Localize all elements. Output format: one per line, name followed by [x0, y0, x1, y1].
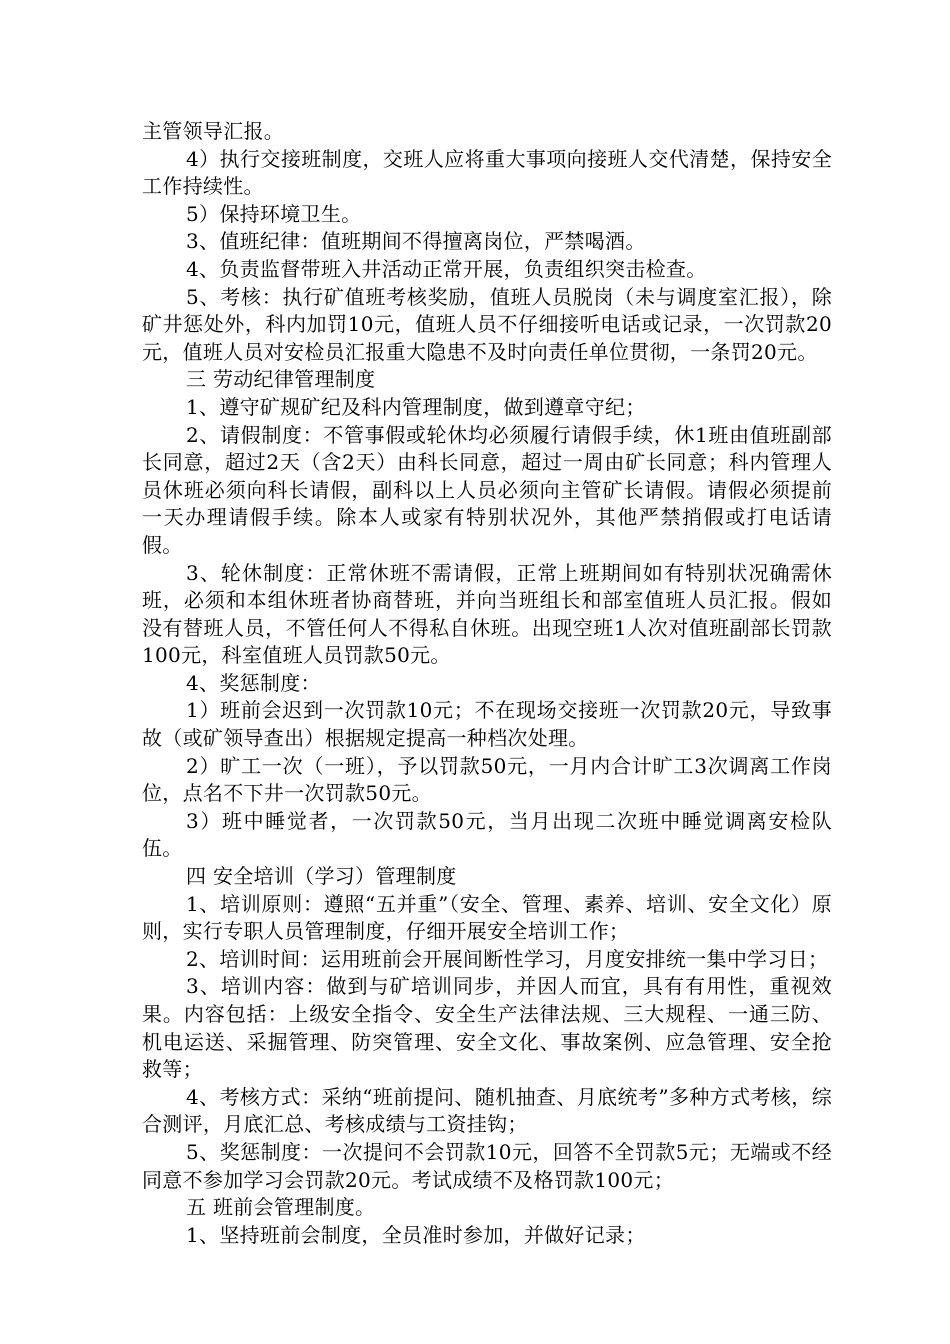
section-heading-4: 四 安全培训（学习）管理制度 — [186, 864, 457, 889]
paragraph: 5、考核：执行矿值班考核奖励，值班人员脱岗（未与调度室汇报），除矿井惩处外，科内加罚10元，值班人员不仔细接听电话或记录，一次罚款20元，值班人员对安检员汇报重大隐患不及时向责任单位贯彻，一条罚20元。 — [142, 284, 832, 364]
paragraph: 2、请假制度：不管事假或轮休均必须履行请假手续，休1班由值班副部长同意，超过2天（含2天）由科长同意，超过一周由矿长同意；科内管理人员休班必须向科长请假，副科以上人员必须向主管矿长请假。请假必须提前一天办理请假手续。除本人或家有特别状况外，其他严禁捎假或打电话请假。 — [142, 422, 832, 557]
paragraph: 2）旷工一次（一班），予以罚款50元，一月内合计旷工3次调离工作岗位，点名不下井一次罚款50元。 — [142, 753, 832, 806]
section-heading-5: 五 班前会管理制度。 — [186, 1195, 376, 1220]
paragraph: 5）保持环境卫生。 — [186, 201, 362, 226]
paragraph: 2、培训时间：运用班前会开展间断性学习，月度安排统一集中学习日； — [186, 946, 829, 971]
document-body — [142, 118, 832, 1249]
paragraph: 4、负责监督带班入井活动正常开展，负责组织突击检查。 — [186, 256, 707, 281]
paragraph: 4、奖惩制度： — [186, 670, 321, 695]
paragraph: 4）执行交接班制度，交班人应将重大事项向接班人交代清楚，保持安全工作持续性。 — [142, 146, 832, 199]
paragraph: 1、遵守矿规矿纪及科内管理制度，做到遵章守纪； — [186, 394, 646, 419]
paragraph: 主管领导汇报。 — [142, 119, 285, 143]
section-heading-3: 三 劳动纪律管理制度 — [186, 367, 376, 392]
paragraph: 3、值班纪律：值班期间不得擅离岗位，严禁喝酒。 — [186, 229, 646, 254]
paragraph: 1）班前会迟到一次罚款10元；不在现场交接班一次罚款20元，导致事故（或矿领导查出）根据规定提高一种档次处理。 — [142, 698, 832, 751]
paragraph: 4、考核方式：采纳“班前提问、随机抽查、月底统考”多种方式考核，综合测评，月底汇总、考核成绩与工资挂钩； — [142, 1084, 832, 1137]
paragraph: 1、培训原则：遵照“五并重”（安全、管理、素养、培训、安全文化）原则，实行专职人员管理制度，仔细开展安全培训工作； — [142, 891, 832, 944]
paragraph: 5、奖惩制度：一次提问不会罚款10元，回答不全罚款5元；无端或不经同意不参加学习会罚款20元。考试成绩不及格罚款100元； — [142, 1139, 832, 1192]
paragraph: 3、轮休制度：正常休班不需请假，正常上班期间如有特别状况确需休班，必须和本组休班者协商替班，并向当班组长和部室值班人员汇报。假如没有替班人员，不管任何人不得私自休班。出现空班1人次对值班副部长罚款100元，科室值班人员罚款50元。 — [142, 560, 832, 668]
paragraph: 3、培训内容：做到与矿培训同步，并因人而宜，具有有用性，重视效果。内容包括：上级安全指令、安全生产法律法规、三大规程、一通三防、机电运送、采掘管理、防突管理、安全文化、事故案例、应急管理、安全抢救等； — [142, 974, 832, 1082]
paragraph: 1、坚持班前会制度，全员准时参加，并做好记录； — [186, 1222, 646, 1247]
paragraph: 3）班中睡觉者，一次罚款50元，当月出现二次班中睡觉调离安检队伍。 — [142, 808, 832, 861]
